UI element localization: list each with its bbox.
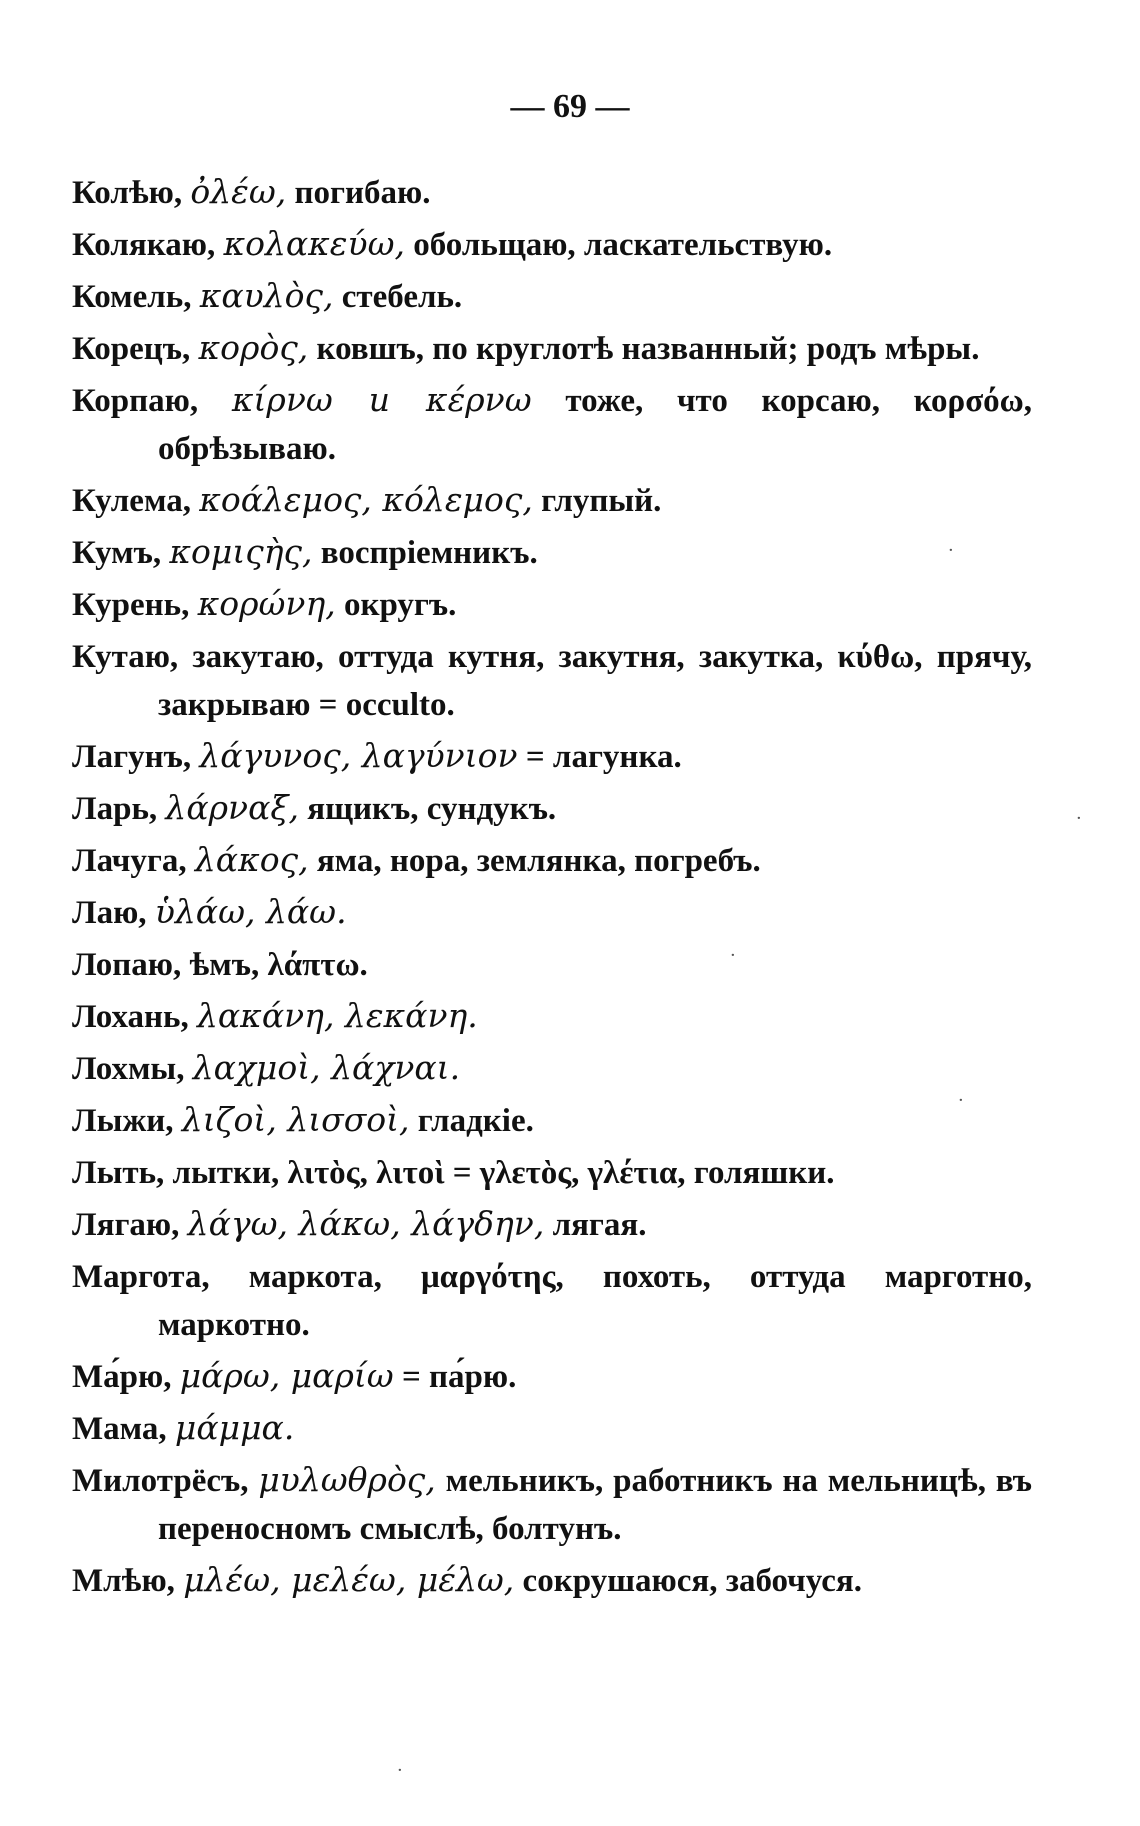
entry-greek: ὑλάω, λάω. (154, 892, 347, 931)
entry-greek: μάρω, μαρίω (179, 1356, 394, 1395)
entry-headword: Кумъ, (72, 535, 162, 571)
entry-gloss: ковшъ, по круглотѣ названный; родъ мѣры. (316, 331, 980, 367)
entry-headword: Лаю, (72, 895, 147, 931)
entry-greek: ὀλέω, (190, 172, 287, 211)
entry-gloss: маркота, μαργότης, похоть, оттуда марготно, маркотно. (158, 1259, 1033, 1343)
dictionary-entry (72, 1200, 1032, 1249)
entry-headword: Лягаю, (72, 1207, 180, 1243)
entry-headword: Лачуга, (72, 843, 187, 879)
entry-greek: λάκος, (194, 840, 309, 879)
entry-headword: Лыжи, (72, 1103, 174, 1139)
entry-gloss: округъ. (343, 587, 457, 623)
entry-gloss: = па́рю. (401, 1359, 517, 1395)
dictionary-entry (72, 1096, 1032, 1145)
dictionary-entry (72, 168, 1032, 217)
dictionary-entry (72, 528, 1032, 577)
entry-headword: Колякаю, (72, 227, 216, 263)
entry-gloss: закутаю, оттуда кутня, закутня, закутка, κύθω, прячу, закрываю = occulto. (158, 639, 1032, 723)
dictionary-entry (72, 220, 1032, 269)
entry-headword: Лохмы, (72, 1051, 185, 1087)
dictionary-entry (72, 1044, 1032, 1093)
dictionary-entry (72, 376, 1032, 473)
entry-gloss: глупый. (541, 483, 662, 519)
entry-greek: καυλὸς, (199, 276, 334, 315)
entry-headword: Корецъ, (72, 331, 191, 367)
dictionary-entry (72, 836, 1032, 885)
entry-greek: κορώνη, (197, 584, 336, 623)
dictionary-entry (72, 992, 1032, 1041)
entry-greek: μυλωθρὸς, (258, 1460, 436, 1499)
entry-headword: Маргота, (72, 1259, 210, 1295)
entry-gloss: стебель. (341, 279, 463, 315)
entry-gloss: гладкіе. (417, 1103, 534, 1139)
entry-gloss: лытки, λιτὸς, λιτοὶ = γλετὸς, γλέτια, голяшки. (172, 1155, 835, 1191)
entry-greek: λάγυνος, λαγύνιον (199, 736, 518, 775)
entry-greek: κοάλεμος, κόλεμος, (199, 480, 533, 519)
entry-headword: Корпаю, (72, 383, 199, 419)
dictionary-entry (72, 272, 1032, 321)
entry-gloss: воспріемникъ. (320, 535, 538, 571)
dictionary-entry (72, 324, 1032, 373)
entry-headword: Ма́рю, (72, 1359, 172, 1395)
entry-gloss: ящикъ, сундукъ. (307, 791, 557, 827)
entry-greek: κορὸς, (198, 328, 309, 367)
entry-greek: μλέω, μελέω, μέλω, (183, 1560, 515, 1599)
dictionary-entry (72, 1148, 1032, 1197)
entry-headword: Милотрёсъ, (72, 1463, 249, 1499)
dictionary-entry (72, 580, 1032, 629)
entry-greek: λακάνη, λεκάνη. (196, 996, 478, 1035)
dictionary-entry (72, 632, 1032, 729)
entry-headword: Млѣю, (72, 1563, 175, 1599)
print-speck: · (958, 1090, 964, 1111)
entry-headword: Кутаю, (72, 639, 179, 675)
entry-greek: κολακεύω, (223, 224, 405, 263)
entry-greek: λάρναξ, (165, 788, 300, 827)
dictionary-entry (72, 1556, 1032, 1605)
entry-greek: λάγω, λάκω, λάγδην, (187, 1204, 545, 1243)
entry-gloss: мельникъ, работникъ на мельницѣ, въ переносномъ смыслѣ, болтунъ. (158, 1463, 1033, 1547)
entry-greek: λαχμοὶ, λάχναι. (192, 1048, 461, 1087)
entry-headword: Комель, (72, 279, 192, 315)
entry-headword: Кулема, (72, 483, 191, 519)
entry-greek: κίρνω и κέρνω (231, 380, 532, 419)
entry-gloss: лягая. (552, 1207, 647, 1243)
entry-greek: λιζοὶ, λισσοὶ, (181, 1100, 410, 1139)
entry-gloss: сокрушаюся, забочуся. (522, 1563, 863, 1599)
dictionary-entry (72, 940, 1032, 989)
dictionary-entry (72, 784, 1032, 833)
page-number: — 69 — (510, 88, 630, 125)
dictionary-entry (72, 476, 1032, 525)
entry-headword: Лыть, (72, 1155, 165, 1191)
entry-gloss: ѣмъ, λάπτω. (189, 947, 368, 983)
print-speck: · (730, 945, 736, 966)
entry-gloss: погибаю. (294, 175, 431, 211)
entry-headword: Лохань, (72, 999, 189, 1035)
dictionary-entry (72, 1352, 1032, 1401)
entry-gloss: яма, нора, землянка, погребъ. (316, 843, 761, 879)
print-speck: · (1076, 808, 1082, 829)
entry-headword: Колѣю, (72, 175, 183, 211)
entry-gloss: обольщаю, ласкательствую. (413, 227, 833, 263)
print-speck: · (948, 540, 954, 561)
entry-greek: μάμμα. (174, 1408, 295, 1447)
dictionary-entry (72, 888, 1032, 937)
entry-headword: Курень, (72, 587, 190, 623)
entry-gloss: = лагунка. (525, 739, 682, 775)
entry-greek: κομιςὴς, (169, 532, 313, 571)
entry-headword: Лагунъ, (72, 739, 192, 775)
dictionary-entry (72, 1252, 1032, 1349)
entry-gloss: тоже, что корсаю, κορσόω, обрѣзываю. (158, 383, 1033, 467)
entry-headword: Лопаю, (72, 947, 182, 983)
print-speck: · (397, 1760, 403, 1781)
entry-headword: Мама, (72, 1411, 167, 1447)
dictionary-entry (72, 1456, 1032, 1553)
dictionary-entries (72, 168, 1032, 1608)
dictionary-entry (72, 732, 1032, 781)
entry-headword: Ларь, (72, 791, 158, 827)
dictionary-entry (72, 1404, 1032, 1453)
